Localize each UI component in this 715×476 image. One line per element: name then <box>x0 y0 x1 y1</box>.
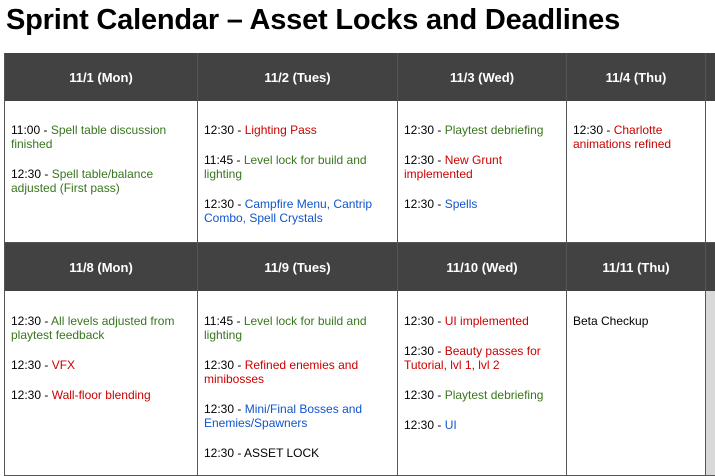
day-header: 11/3 (Wed) <box>398 53 566 101</box>
event-time: 12:30 <box>204 358 235 372</box>
event-separator: - <box>434 153 445 167</box>
event-text: Playtest debriefing <box>444 388 544 402</box>
event-time: 11:45 <box>204 314 234 328</box>
event-separator: - <box>234 197 245 211</box>
event-item[interactable] <box>204 197 391 225</box>
day-header: 11/9 (Tues) <box>198 243 397 291</box>
event-time: 12:30 <box>404 418 435 432</box>
event-text: VFX <box>51 358 76 372</box>
week-row <box>4 53 715 243</box>
event-item[interactable] <box>204 402 391 430</box>
day-column[interactable] <box>4 243 197 476</box>
event-item[interactable] <box>11 123 191 151</box>
event-text: Level lock for build and lighting <box>204 153 367 181</box>
page-title: Sprint Calendar – Asset Locks and Deadlines <box>6 4 621 36</box>
event-text: Spell table/balance adjusted (First pass) <box>11 167 154 195</box>
day-events <box>567 291 705 475</box>
event-separator: - <box>434 388 445 402</box>
event-text: Playtest debriefing <box>444 123 544 137</box>
event-item[interactable] <box>204 153 391 181</box>
event-text: ASSET LOCK <box>244 446 320 460</box>
event-separator: - <box>41 358 52 372</box>
event-item[interactable] <box>404 418 560 432</box>
event-separator: - <box>434 344 445 358</box>
event-text: Spell table discussion finished <box>11 123 167 151</box>
event-item[interactable] <box>204 446 391 460</box>
event-time: 12:30 <box>573 123 604 137</box>
day-events <box>198 291 397 475</box>
event-item[interactable] <box>11 388 191 402</box>
event-text: Lighting Pass <box>244 123 317 137</box>
day-header: 11/11 (Thu) <box>567 243 705 291</box>
event-time: 12:30 <box>204 197 235 211</box>
event-time: 12:30 <box>404 123 435 137</box>
day-column[interactable] <box>397 243 566 476</box>
event-item[interactable] <box>204 358 391 386</box>
event-time: 12:30 <box>204 123 235 137</box>
event-item[interactable] <box>204 314 391 342</box>
event-text: Refined enemies and minibosses <box>204 358 359 386</box>
event-time: 11:00 <box>11 123 41 137</box>
day-header: 11/4 (Thu) <box>567 53 705 101</box>
event-separator: - <box>234 358 245 372</box>
day-events <box>198 101 397 242</box>
event-time: 12:30 <box>404 344 435 358</box>
day-column[interactable] <box>397 53 566 243</box>
event-item[interactable] <box>404 197 560 211</box>
day-events <box>706 101 715 242</box>
event-separator: - <box>434 197 445 211</box>
event-separator: - <box>233 314 244 328</box>
event-text: Level lock for build and lighting <box>204 314 367 342</box>
event-time: 12:30 <box>404 388 435 402</box>
event-item[interactable] <box>404 123 560 137</box>
event-item[interactable] <box>204 123 391 137</box>
event-text: Charlotte animations refined <box>573 123 672 151</box>
event-text: Beta Checkup <box>573 314 649 328</box>
day-column[interactable] <box>705 53 715 243</box>
event-separator: - <box>434 314 445 328</box>
event-item[interactable] <box>11 167 191 195</box>
week-row <box>4 243 715 476</box>
event-time: 12:30 <box>11 314 42 328</box>
event-time: 12:30 <box>404 314 435 328</box>
event-separator: - <box>41 167 52 181</box>
event-separator: - <box>41 314 52 328</box>
event-separator: - <box>40 123 51 137</box>
event-time: 12:30 <box>404 153 435 167</box>
event-separator: - <box>234 123 245 137</box>
day-events <box>5 291 197 475</box>
event-item[interactable] <box>404 314 560 328</box>
event-separator: - <box>41 388 52 402</box>
day-column[interactable] <box>705 243 715 476</box>
event-text: Wall-floor blending <box>51 388 151 402</box>
calendar-grid <box>4 53 715 476</box>
event-text: Beauty passes for Tutorial, lvl 1, lvl 2 <box>404 344 541 372</box>
event-text: All levels adjusted from playtest feedback <box>11 314 175 342</box>
event-item[interactable] <box>404 388 560 402</box>
event-separator: - <box>234 446 245 460</box>
event-separator: - <box>434 123 445 137</box>
event-item[interactable] <box>404 153 560 181</box>
event-time: 12:30 <box>11 358 42 372</box>
event-time: 12:30 <box>11 167 42 181</box>
event-separator: - <box>234 402 245 416</box>
event-text: Campfire Menu, Cantrip Combo, Spell Crystals <box>204 197 373 225</box>
day-column[interactable] <box>197 53 397 243</box>
event-text: UI implemented <box>444 314 529 328</box>
event-text: New Grunt implemented <box>404 153 503 181</box>
event-item[interactable] <box>573 314 699 328</box>
day-header <box>706 243 715 291</box>
day-events <box>398 101 566 242</box>
day-header: 11/8 (Mon) <box>5 243 197 291</box>
event-text: Spells <box>444 197 478 211</box>
day-column[interactable] <box>4 53 197 243</box>
event-item[interactable] <box>11 358 191 372</box>
day-column[interactable] <box>566 243 705 476</box>
event-time: 12:30 <box>404 197 435 211</box>
event-item[interactable] <box>404 344 560 372</box>
event-item[interactable] <box>11 314 191 342</box>
day-events <box>706 291 715 475</box>
day-header: 11/1 (Mon) <box>5 53 197 101</box>
day-column[interactable] <box>566 53 705 243</box>
event-item[interactable] <box>573 123 699 151</box>
event-time: 12:30 <box>204 446 235 460</box>
event-text: Mini/Final Bosses and Enemies/Spawners <box>204 402 363 430</box>
day-column[interactable] <box>197 243 397 476</box>
day-events <box>567 101 705 242</box>
event-text: UI <box>444 418 457 432</box>
event-separator: - <box>434 418 445 432</box>
day-events <box>5 101 197 242</box>
event-separator: - <box>233 153 244 167</box>
event-time: 12:30 <box>204 402 235 416</box>
day-header <box>706 53 715 101</box>
day-events <box>398 291 566 475</box>
day-header: 11/2 (Tues) <box>198 53 397 101</box>
event-time: 12:30 <box>11 388 42 402</box>
event-time: 11:45 <box>204 153 234 167</box>
event-separator: - <box>603 123 614 137</box>
day-header: 11/10 (Wed) <box>398 243 566 291</box>
